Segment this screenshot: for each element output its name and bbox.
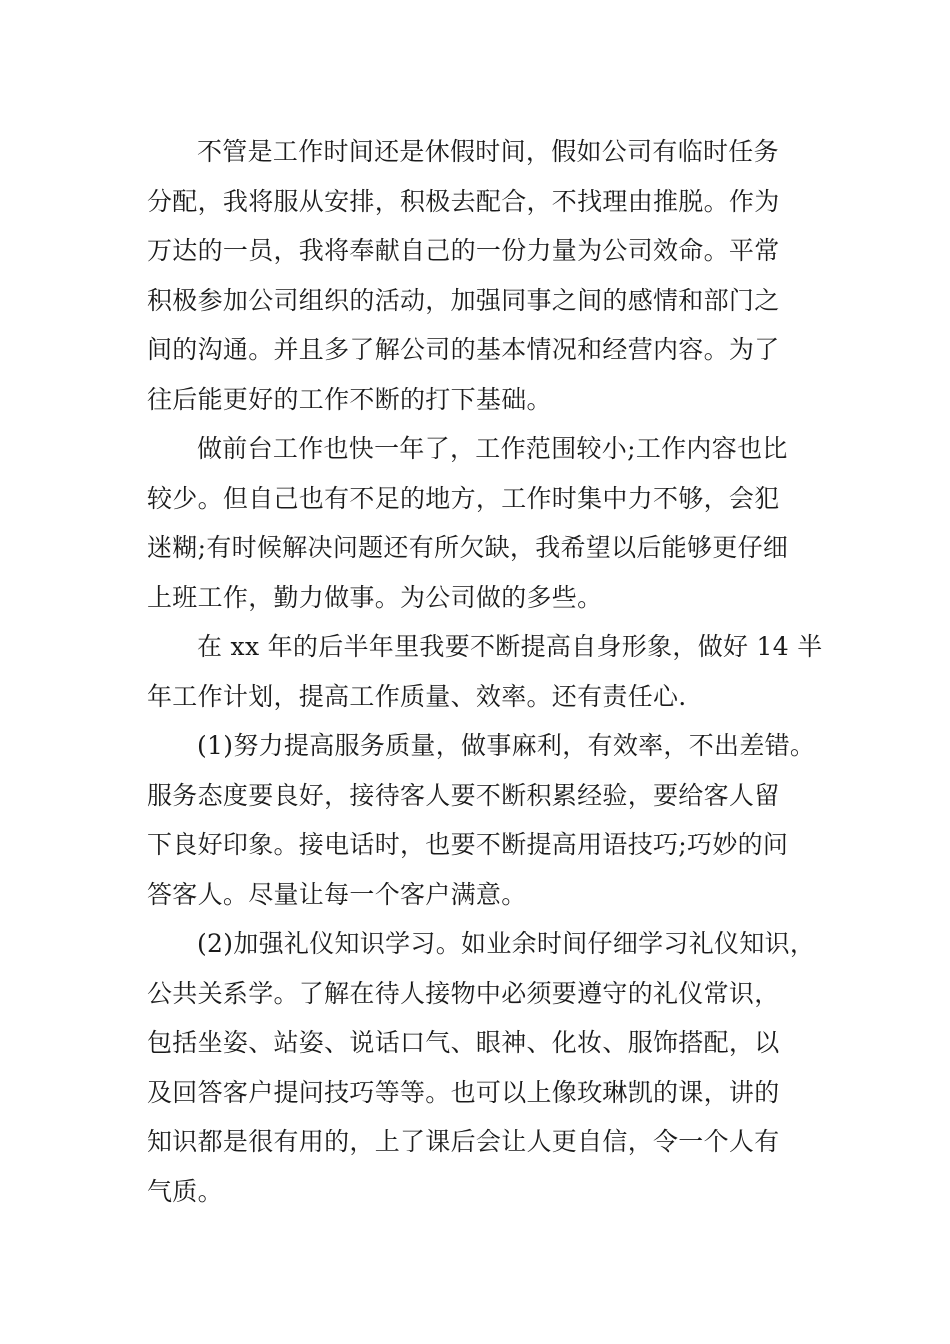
paragraph-5 <box>147 919 816 1216</box>
text-line: 答客人。尽量让每一个客户满意。 <box>147 879 527 909</box>
text-line: 包括坐姿、站姿、说话口气、眼神、化妆、服饰搭配，以 <box>147 1028 780 1057</box>
text-line: 迷糊;有时候解决问题还有所欠缺，我希望以后能够更仔细 <box>147 533 789 562</box>
text-line: 往后能更好的工作不断的打下基础。 <box>147 384 552 414</box>
document-body <box>147 127 823 1216</box>
paragraph-2 <box>147 424 807 622</box>
text-line: 下良好印象。接电话时，也要不断提高用语技巧;巧妙的问 <box>147 830 789 859</box>
text-line: 不管是工作时间还是休假时间，假如公司有临时任务 <box>197 137 779 166</box>
text-line: 分配，我将服从安排，积极去配合，不找理由推脱。作为 <box>147 186 780 216</box>
text-line: 做前台工作也快一年了，工作范围较小;工作内容也比 <box>197 434 788 463</box>
text-line: 较少。但自己也有不足的地方，工作时集中力不够，会犯 <box>147 483 780 513</box>
paragraph-3 <box>147 622 823 721</box>
text-line: 公共关系学。了解在待人接物中必须要遵守的礼仪常识， <box>147 978 780 1008</box>
text-line: 上班工作，勤力做事。为公司做的多些。 <box>147 582 603 612</box>
text-line: (1)努力提高服务质量，做事麻利，有效率，不出差错。 <box>197 731 816 760</box>
text-line: 万达的一员，我将奉献自己的一份力量为公司效命。平常 <box>147 236 780 265</box>
text-line: 气质。 <box>147 1176 223 1206</box>
text-line: (2)加强礼仪知识学习。如业余时间仔细学习礼仪知识， <box>197 929 816 958</box>
text-line: 积极参加公司组织的活动，加强同事之间的感情和部门之 <box>147 285 780 315</box>
text-line: 及回答客户提问技巧等等。也可以上像玫琳凯的课，讲的 <box>147 1077 780 1107</box>
text-line: 服务态度要良好，接待客人要不断积累经验，要给客人留 <box>147 780 780 810</box>
text-line: 间的沟通。并且多了解公司的基本情况和经营内容。为了 <box>147 335 780 364</box>
text-line: 年工作计划，提高工作质量、效率。还有责任心. <box>147 681 687 711</box>
paragraph-4 <box>147 721 816 919</box>
paragraph-1 <box>147 127 807 424</box>
text-line: 知识都是很有用的，上了课后会让人更自信，令一个人有 <box>147 1127 780 1156</box>
text-line: 在 xx 年的后半年里我要不断提高自身形象，做好 14 半 <box>197 632 823 661</box>
